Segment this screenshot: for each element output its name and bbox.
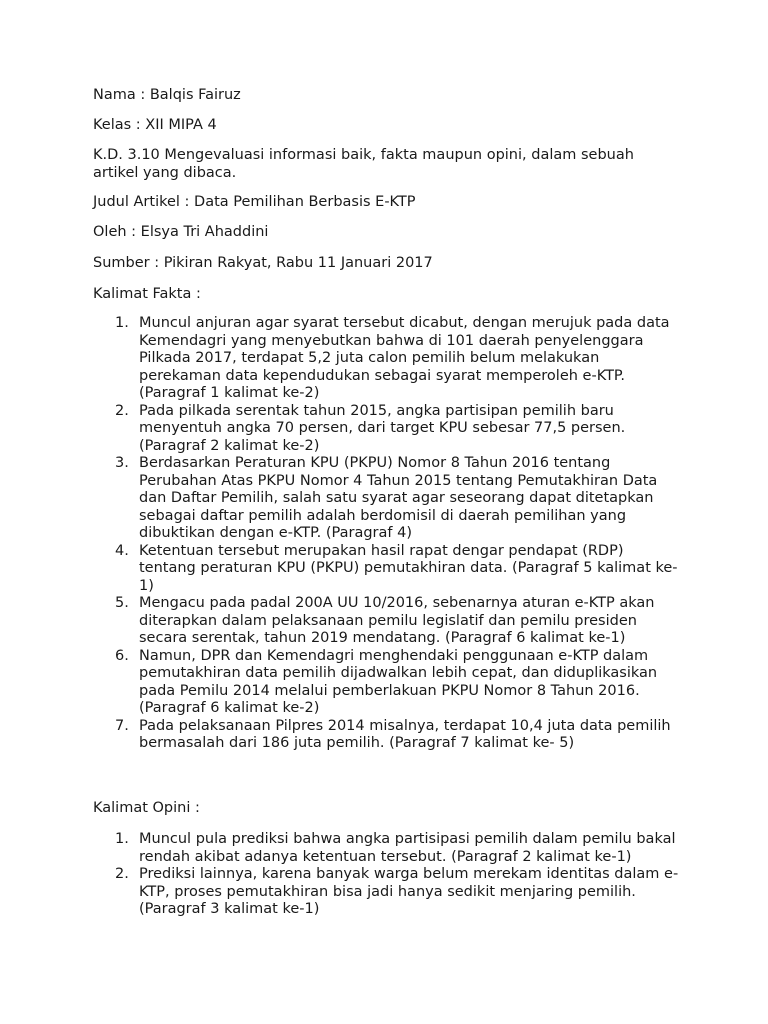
list-number: 7. bbox=[115, 717, 129, 734]
list-text: Muncul pula prediksi bahwa angka partisipasi pemilih dalam pemilu bakal rendah akibat adanya ketentuan tersebut. (Paragraf 2 kalimat ke-1) bbox=[139, 831, 676, 865]
list-item bbox=[93, 831, 683, 866]
list-number: 5. bbox=[115, 595, 129, 611]
list-number: 2. bbox=[115, 866, 129, 882]
list-item bbox=[93, 595, 683, 648]
student-class: Kelas : XII MIPA 4 bbox=[93, 117, 217, 133]
opinion-list bbox=[93, 831, 683, 919]
fact-heading: Kalimat Fakta : bbox=[93, 286, 201, 302]
list-text: Namun, DPR dan Kemendagri menghendaki penggunaan e-KTP dalam pemutakhiran data pemilih dijadwalkan lebih cepat, dan diduplikasikan pada Pemilu 2014 melalui pemberlakuan PKPU Nomor 8 Tahun 2016. (Paragraf 6 kalimat ke-2) bbox=[139, 647, 658, 716]
list-item bbox=[93, 648, 683, 718]
list-number: 2. bbox=[115, 402, 129, 419]
list-number: 4. bbox=[115, 542, 129, 559]
list-text: Muncul anjuran agar syarat tersebut dicabut, dengan merujuk pada data Kemendagri yang menyebutkan bahwa di 101 daerah penyelenggara Pilkada 2017, terdapat 5,2 juta calon pemilih belum melakukan perekaman data kependudukan sebagai syarat memperoleh e-KTP. (Paragraf 1 kalimat ke-2) bbox=[139, 315, 670, 401]
list-text: Berdasarkan Peraturan KPU (PKPU) Nomor 8 Tahun 2016 tentang Perubahan Atas PKPU Nomor 4 Tahun 2015 tentang Pemutakhiran Data dan Daftar Pemilih, salah satu syarat agar seseorang dapat ditetapkan sebagai daftar pemilih adalah berdomisil di daerah pemilihan yang dibuktikan dengan e-KTP. (Paragraf 4) bbox=[139, 455, 658, 541]
fact-list bbox=[93, 315, 683, 753]
list-text: Prediksi lainnya, karena banyak warga belum merekam identitas dalam e-KTP, proses pemutakhiran bisa jadi hanya sedikit menjaring pemilih. (Paragraf 3 kalimat ke-1) bbox=[139, 866, 679, 917]
article-author: Oleh : Elsya Tri Ahaddini bbox=[93, 224, 269, 240]
list-item bbox=[93, 718, 683, 753]
opinion-heading: Kalimat Opini : bbox=[93, 800, 200, 816]
list-number: 1. bbox=[115, 315, 129, 331]
article-source: Sumber : Pikiran Rakyat, Rabu 11 Januari 2017 bbox=[93, 255, 433, 271]
list-text: Mengacu pada padal 200A UU 10/2016, sebenarnya aturan e-KTP akan diterapkan dalam pelaksanaan pemilu legislatif dan pemilu presiden secara serentak, tahun 2019 mendatang. (Paragraf 6 kalimat ke-1) bbox=[139, 595, 655, 646]
list-item bbox=[93, 315, 683, 403]
list-item bbox=[93, 455, 683, 543]
list-item bbox=[93, 866, 683, 919]
list-item bbox=[93, 543, 683, 596]
list-text: Pada pelaksanaan Pilpres 2014 misalnya, terdapat 10,4 juta data pemilih bermasalah dari 186 juta pemilih. (Paragraf 7 kalimat ke- 5) bbox=[139, 717, 671, 751]
list-number: 6. bbox=[115, 647, 129, 664]
list-number: 1. bbox=[115, 831, 129, 847]
student-name: Nama : Balqis Fairuz bbox=[93, 87, 241, 103]
list-text: Pada pilkada serentak tahun 2015, angka partisipan pemilih baru menyentuh angka 70 persen, dari target KPU sebesar 77,5 persen. (Paragraf 2 kalimat ke-2) bbox=[139, 402, 626, 454]
list-item bbox=[93, 403, 683, 456]
article-title: Judul Artikel : Data Pemilihan Berbasis E-KTP bbox=[93, 194, 416, 210]
basic-competence: K.D. 3.10 Mengevaluasi informasi baik, fakta maupun opini, dalam sebuah artikel yang dibaca. bbox=[93, 147, 634, 181]
list-number: 3. bbox=[115, 455, 129, 471]
list-text: Ketentuan tersebut merupakan hasil rapat dengar pendapat (RDP) tentang peraturan KPU (PKPU) pemutakhiran data. (Paragraf 5 kalimat ke-1) bbox=[139, 542, 678, 594]
